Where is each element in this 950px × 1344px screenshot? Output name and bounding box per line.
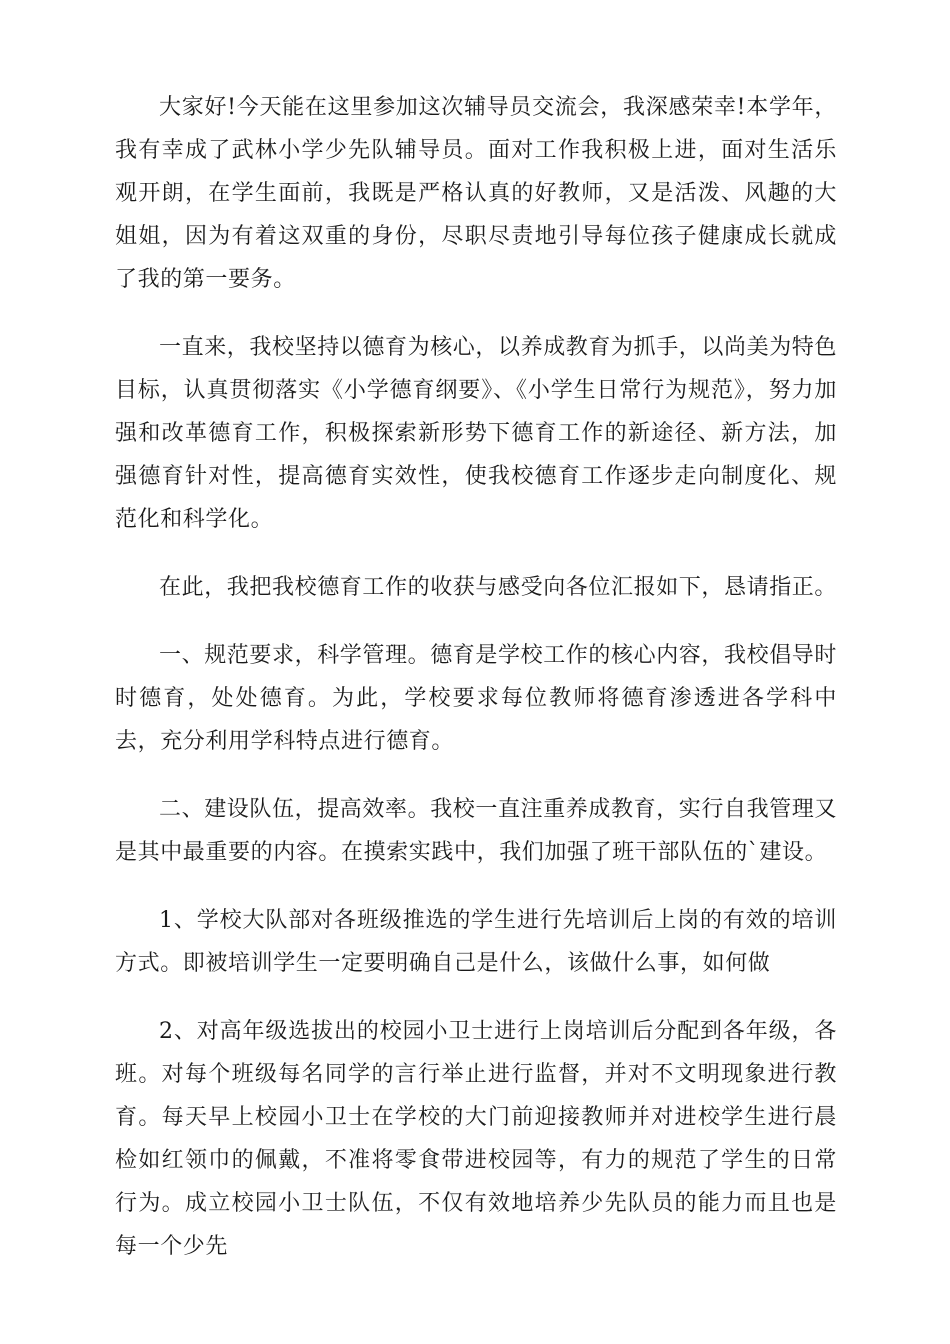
paragraph-greeting: 大家好!今天能在这里参加这次辅导员交流会，我深感荣幸!本学年，我有幸成了武林小学少先队辅导员。面对工作我积极上进，面对生活乐观开朗，在学生面前，我既是严格认真的好教师，又是活泼、风趣的大姐姐，因为有着这双重的身份，尽职尽责地引导每位孩子健康成长就成了我的第一要务。 xyxy=(115,95,837,292)
paragraph-report-intro: 在此，我把我校德育工作的收获与感受向各位汇报如下，恳请指正。 xyxy=(159,575,838,600)
paragraph-section-two: 二、建设队伍，提高效率。我校一直注重养成教育，实行自我管理又是其中最重要的内容。在摸索实践中，我们加强了班干部队伍的`建设。 xyxy=(115,797,838,865)
paragraph-section-one: 一、规范要求，科学管理。德育是学校工作的核心内容，我校倡导时时德育，处处德育。为此，学校要求每位教师将德育渗透进各学科中去，充分利用学科特点进行德育。 xyxy=(115,643,838,754)
paragraph-moral-education-core: 一直来，我校坚持以德育为核心，以养成教育为抓手，以尚美为特色目标，认真贯彻落实《小学德育纲要》、《小学生日常行为规范》，努力加强和改革德育工作，积极探索新形势下德育工作的新途径、新方法，加强德育针对性，提高德育实效性，使我校德育工作逐步走向制度化、规范化和科学化。 xyxy=(115,335,838,532)
paragraph-item-two: 2、对高年级选拔出的校园小卫士进行上岗培训后分配到各年级，各班。对每个班级每名同学的言行举止进行监督，并对不文明现象进行教育。每天早上校园小卫士在学校的大门前迎接教师并对进校学生进行晨检如红领巾的佩戴，不准将零食带进校园等，有力的规范了学生的日常行为。成立校园小卫士队伍，不仅有效地培养少先队员的能力而且也是每一个少先 xyxy=(115,1019,837,1259)
paragraph-item-one: 1、学校大队部对各班级推选的学生进行先培训后上岗的有效的培训方式。即被培训学生一定要明确自己是什么，该做什么事，如何做 xyxy=(115,908,837,976)
document-body xyxy=(115,86,837,1293)
